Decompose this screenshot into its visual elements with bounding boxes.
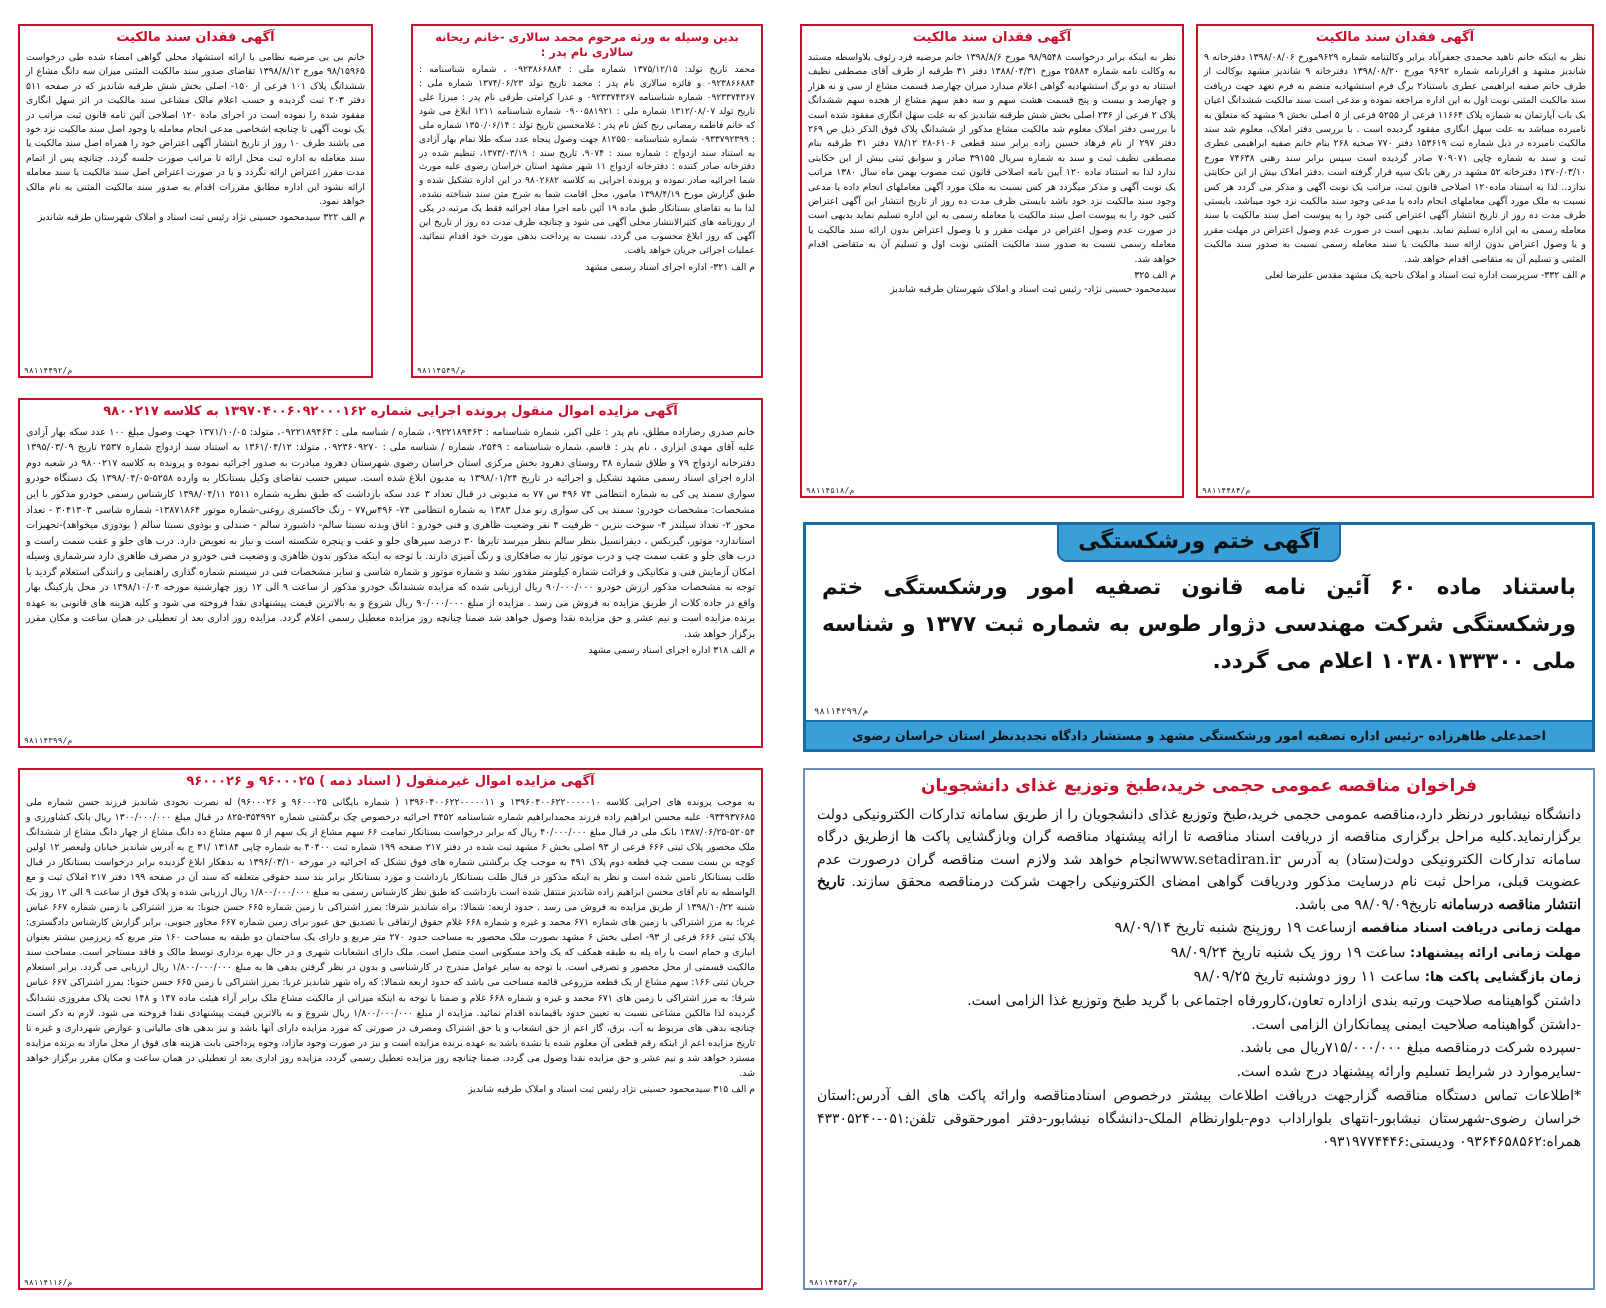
ad-footer: م الف ۳۲۱- اداره اجرای اسناد رسمی مشهد	[585, 262, 755, 273]
tender-row-label: مهلت زمانی ارائه پیشنهاد:	[1410, 945, 1581, 961]
bankruptcy-text: باستناد ماده ۶۰ آئین نامه قانون تصفیه امور ورشکستگی ختم ورشکستگی شرکت مهندسی دژوار طوس به شماره ثبت ۱۳۷۷ و شناسه ملی ۱۰۳۸۰۱۳۳۳۰۰ اعلام می گردد.	[822, 575, 1576, 674]
ad-body: محمد تاریخ تولد: ۱۳۷۵/۱۲/۱۵ شماره ملی : ۰۹۲۳۸۶۶۸۸۴ ، شماره شناسنامه : ۰۹۲۳۸۶۶۸۸۴ و فائزه سالاری نام پدر : محمد تاریخ تولد ۱۳۷۴/۰۶/۲۳ شماره ملی : ۰۹۲۳۳۷۴۳۶۷ شماره شناسنامه ۰۹۲۳۳۷۴۳۶۷ و عذرا کرامتی طرقی نام پدر : میرزا علی تاریخ تولد ۱۳۱۲/۰۸/۰۷ شماره ملی : ۰۹۰۰۵۸۱۹۲۱ شماره شناسنامه ۱۲۱۱ ابلاغ می شود که خانم فاطمه رمضانی رنج کش نام پدر : غلامحسین تاریخ تولد : ۱۳۵۰/۰۶/۱۴ شماره ملی : ۰۹۳۳۷۹۲۳۹۹ شماره شناسنامه ۸۱۲۵۵۰ جهت وصول پنجاه عدد سکه طلا تمام بهار آزادی به استناد سند ازدواج : شماره سند : ۹۰۷۴، تاریخ سند : ۱۳۷۳/۰۳/۱۹، تنظیم شده در دفترخانه صادر کننده : دفترخانه ازدواج ۱۱ شهر مشهد استان خراسان رضوی علیه مورث شما اجرائیه صادر نموده و پرونده اجرایی به کلاسه ۹۸۰۲۶۸۲ در این اداره تشکیل شده و طبق گزارش مورخ ۱۳۹۸/۴/۱۹ مامور، محل اقامت شما به شرح متن سند شناخته نشده، لذا بنا به تقاضای بستانکار طبق ماده ۱۹ آئین نامه اجرا مفاد اجرائیه فقط یک مرتبه در یکی از روزنامه های کثیرالانتشار محلی آگهی می شود و چنانچه ظرف مدت ده روز از تاریخ این آگهی که روز ابلاغ محسوب می گردد، نسبت به پرداخت بدهی مورث خود اقدام ننمائید، عملیات اجرائی جریان خواهد یافت.	[416, 64, 756, 257]
tender-requirement: -سپرده شرکت درمناقصه مبلغ ۷۱۵/۰۰۰/۰۰۰ریال می باشد.	[1240, 1040, 1581, 1057]
tender-title: فراخوان مناقصه عمومی حجمی خرید،طبخ وتوزیع غذای دانشجویان	[920, 776, 1478, 796]
ad-body: خانم بی بی مرضیه نظامی با ارائه استشهاد محلی گواهی امضاء شده طی درخواست ۹۸/۱۵۹۶۵ مورخ ۱۳۹۸/۸/۱۲ تقاضای صدور سند مالکیت المثنی میزان سه دانگ مشاع از ششدانگ پلاک ۱۰۱ فرعی از ۱۵۰- اصلی بخش شش طرقبه شاندیز که در صفحه ۵۱۱ دفتر ۲۰۳ ثبت گردیده و حسب اعلام مالک مشاعی سند مالکیت در اثر سهل انگاری مفقود شده را نموده است در اجرای ماده ۱۲۰ اصلاحی آئین نامه قانون ثبت مراتب در یک نوبت آگهی تا چنانچه اشخاصی مدعی انجام معامله یا وجود اصل سند مالکیت نزد خود می باشند ظرف ۱۰ روز از تاریخ انتشار آگهی اعتراض خود را همراه اصل سند مالکیت یا سند معامله به اداره ثبت محل ارائه تا مراتب صورت جلسه گردد. چنانچه پس از اتمام مدت مقرر اعتراض ارائه نگردد و یا در صورت اعتراض اصل سند مالکیت یا سند معامله ارائه نشود این اداره مطابق مقررات اقدام به صدور سند مالکیت المثنی به نام مالک خواهد نمود.	[23, 51, 366, 207]
ad-code: ۹۸۱۱۴۵۴۹/م	[417, 366, 466, 375]
tender-requirement: -سایرموارد در شرایط تسلیم وارائه پیشنهاد درج شده است.	[1236, 1064, 1581, 1081]
tender-requirement: -داشتن گواهینامه صلاحیت ایمنی پیمانکاران الزامی است.	[1251, 1016, 1581, 1033]
ad-body: نظر به اینکه خانم ناهید محمدی جعفرآباد برابر وکالتنامه شماره ۹۶۲۹مورخ ۱۳۹۸/۰۸/۰۶ دفترخانه ۹ شاندیز مشهد و اقرارنامه شماره ۹۶۹۲ مورخ ۱۳۹۸/۰۸/۲۰ دفترخانه ۹ شاندیز مشهد بوکالت از طرف خانم صفیه ابراهیمی عطری باستناد۲ برگ فرم استشهادیه منضم به فرم تعهد جهت دریافت سند مالکیت المثنی نوبت اول به این اداره مراجعه نموده و مدعی است سند مالکیت ششدانگ اعیان یک باب آپارتمان به شماره پلاک ۱۱۶۶۴ فرعی از ۵۲۵۵ فرعی از ۵ اصلی بخش ۹ مشهد که متعلق به نامبرده میباشد به علت سهل انگاری مفقود گردیده است . با بررسی دفتر املاک، معلوم شد سند مالکیت نامبرده در ذیل شماره ثبت ۱۵۳۶۱۹ دفتر ۷۷۰ صحیه ۲۶۸ بنام خانم صفیه ابراهیمی عطری ثبت و سند به شماره چاپی ۷۰۹۰۷۱ صادر گردیده است سپس برابر سند رهنی ۷۴۶۳۸ مورخ ۱۳۷۰/۰۳/۱۰ دفترخانه ۵۲ مشهد در رهن بانک سپه قرار گرفته است .دفتر املاک بیش از این حکایتی ندارد.. لذا به استناد ماده۱۲۰ اصلاحی قانون ثبت، مراتب یک نوبت آگهی و مذکر می گردد هر کس نسبت به ملک مورد آگهی معاملهای انجام داده یا مدعی وجود سند مالکیت نزد خود میباشد، بایستی ظرف مدت ده روز از تاریخ انتشار آگهی اعتراض کتبی خود را به پیوست اصل سند مالکیت یا سند معامله رسمی به این اداره تسلیم نماید. بدیهی است در صورت عدم وصول اعتراض در مهلت مقرر و یا وصول اعتراض بدون ارائه سند مالکیت یا سند معامله رسمی نسبت به صدور سند مالکیت المثنی و تسلیم آن به متقاضی اقدام خواهد شد.	[1201, 51, 1587, 265]
ad-footer: م الف ۳۲۲ سیدمحمود حسینی نژاد رئیس ثبت اسناد و املاک شهرستان طرقبه شاندیز	[37, 212, 365, 224]
tender-publish-value: تاریخ۹۸/۰۹/۰۹ می باشد.	[1294, 896, 1437, 913]
movable-auction-notice	[18, 398, 763, 748]
tender-row-label: مهلت زمانی دریافت اسناد مناقصه	[1361, 920, 1581, 936]
ad-body: به موجب پرونده های اجرایی کلاسه ۱۳۹۶۰۴۰۰۶۲۲۰۰۰۰۰۱۰ و ۱۳۹۶۰۴۰۰۶۲۲۰۰۰۰۰۱۱ ( شماره بایگانی ۹۶۰۰۰۲۵ و ۹۶۰۰۰۲۶) له نصرت نخودی شاندیز فرزند حسن شماره ملی ۰۹۳۴۹۳۷۶۸۵ علیه محسن ابراهیم زاده فرزند محمدابراهیم شماره شناسنامه ۴۴۵۲ اجرائیه درخصوص چک برگشتی شماره ۳۵۴۹۹۲-۸۲۵ در قبال مبلغ ۱۳۰۰/۰۰۰/۰۰۰ ریال بانک کشاورزی و ۵۲۰۵۴-۱۳۸۷/۰۶/۲۵ بانک ملی در قبال مبلغ ۴۰/۰۰۰/۰۰۰ ریال که برابر درخواست بستانکار تمامت ۶۶ سهم مشاع از یک سهم از ۵ سهم مشاع ده دانگ مشاع از چهار دانگ مشاع از ششدانگ ملک محصور پلاک ثبتی ۶۶۶ فرعی از ۹۳ اصلی بخش ۶ مشهد ثبت شده در دفتر ۲۱۷ صفحه ۱۹۹ شماره ثبت ۴۰۴۰۰ به شماره چاپی ۱۳۱۸۴ /۳۱ ج به آدرس شاندیز خیابان ولیعصر ۱۲ اولین کوچه بن بست سمت چپ قطعه دوم پلاک ۴۹۱ به موجب چک برگشتی شماره های فوق تشکل که اجرائیه در مورخه ۱۳۹۶/۰۳/۱۰ به بدهکار ابلاغ گردیده برابر درخواست بستانکار در قبال طلب بستانکار تامین شده است و نظر به اینکه مذکور در قبال طلب بستانکار بازداشت و مورد بستانکار برابر بند سند حقوقی متعلقه که سند آن در صفحه ۱۹۹ دفتر ۲۱۷ املاک ثبت و مع الواسطه به نام آقای محسن ابراهیم زاده شاندیز منتقل شده است بازداشت که طبق نظر کارشناس رسمی به مبلغ ۱/۸۰۰/۰۰۰/۰۰۰ ریال ارزیابی شده و پلاک فوق از ساعت ۹ الی ۱۲ روز یک شنبه ۱۳۹۸/۱۰/۲۲ از طریق مزایده به فروش می رسد . حدود اربعه: شمالا: براه شاندیز شرقا: بمرز اشتراکی با زمین شماره ۶۶۵ حسن جنوبا: به مرز اشتراکی با زمین شماره ۶۶۷ عباس غربا: به مرز اشتراکی با زمین های شماره ۶۷۱ محمد و غیره و شماره ۶۶۸ غلام حقوق ارتفاقی با تصدیق حق عبور برای زمین شماره ۶۶۷ مجاور جنوبی. برابر گزارش کارشناس دادگستری: پلاک ثبتی ۶۶۶ فرعی از ۹۳- اصلی بخش ۶ مشهد بصورت ملک محصور به مساحت حدود ۲۷۰ متر مربع و دارای یک ساختمان دو طبقه به مساحت ۱۶۰ متر مربع که زیرزمین بیشتر بعنوان انباری و حمام است با راه پله به طبقه همکف که یک واحد مسکونی است متصل است. ملک دارای انشعابات شهری و در حال بهره برداری توسط مالک و فاقد مستاجر است. مساحت سند مالکیت قسمتی از محل محصور و تصرفی است. با توجه به سایر عوامل مندرج در کارشناسی و بدون در نظر گرفتن بدهی ها به مبلغ ۱/۸۰۰/۰۰۰/۰۰۰ ریال ارزیابی می گردد. برابر استعلام جریان ثبتی ۱۶۶: سهم مشاع از یک قطعه مزروعی قائمه مساحت می باشد که حدود اربعه شمالا: که راه شهر شاندیز غربا: بمرز اشتراکی با زمین ۶۶۵ حسن جنوبا: بمرز اشتراکی ۶۶۷ عباس شرقا: به مرز اشتراکی با زمین های ۶۷۱ محمد و غیره و شماره ۶۶۸ غلام و ضمنا با توجه به اینکه میزانی از مالکیت مشاع ملک برابر آراء هیئت ماده ۱۴۷ و ۱۴۸ تحت پلاک مفروزی تشدانگ گردیده لذا مالکین مشاعی نسبت به تعیین حدود باقیمانده اقدام نمائید. مزایده از مبلغ ۱/۸۰۰/۰۰۰/۰۰۰ ریال شروع و به بالاترین قیمت پیشنهادی نقدا فروخته می شود. لازم به ذکر است چنانچه بدهی های مربوط به آب، برق، گاز اعم از حق انشعاب و یا حق اشتراک ومصرف در صورتی که مورد مزایده دارای آنها باشد و نیز بدهی های مالیاتی و عوارض شهرداری و غیره تا تاریخ مزایده اعم از اینکه رقم قطعی آن معلوم شده یا نشده باشد به عهده برنده مزایده است و نیز در صورت وجود مازاد، وجوه پرداختی بابت هزینه های فوق از محل مازاد به برنده مزایده مسترد خواهد شد و نیم عشر و حق مزایده نقدا وصول می گردد. ضمنا چنانچه روز مزایده تعطیل رسمی گردد، مزایده روز اداری بعد از تعطیلی در همان ساعت و مکان مقرر برگزار خواهد شد.	[23, 796, 756, 1079]
tender-row-value: ساعت ۱۹ روز یک شنبه تاریخ ۹۸/۰۹/۲۴	[1170, 944, 1406, 961]
heirs-notice	[411, 24, 763, 378]
tender-body	[817, 804, 1581, 916]
tender-row-value: ساعت ۱۱ روز دوشنبه تاریخ ۹۸/۰۹/۲۵	[1193, 969, 1421, 986]
ad-title: آگهی فقدان سند مالکیت	[912, 30, 1072, 45]
loss-deed-notice-1	[1196, 24, 1594, 498]
ad-footer: م الف ۳۱۸ اداره اجرای اسناد رسمی مشهد	[588, 645, 755, 657]
ad-code: ۹۸۱۱۴۴۹۲/م	[24, 366, 73, 375]
tender-contact: *اطلاعات تماس دستگاه مناقصه گزارجهت دریافت اطلاعات بیشتر درخصوص اسنادمناقصه وارائه پاکت های الف آدرس:استان خراسان رضوی-شهرستان نیشابور-انتهای بلواراداب دوم-بلوارنظام الملک-دانشگاه نیشابور-دفتر امورحقوقی تلفن:۰۵۱-۴۳۳۰۵۲۴۰ همراه:۰۹۳۶۴۶۵۸۵۶۲ ودیستی:۰۹۳۱۹۷۷۴۴۴۶	[817, 1088, 1581, 1151]
tender-schedule-row	[817, 916, 1581, 941]
ad-code: ۹۸۱۱۴۴۵۴/م	[809, 1278, 858, 1287]
bankruptcy-notice	[803, 522, 1595, 752]
tender-row-value: ازساعت ۱۹ روزپنج شنبه تاریخ ۹۸/۰۹/۱۴	[1114, 919, 1357, 936]
bankruptcy-banner: آگهی ختم ورشکستگی	[1057, 525, 1341, 562]
ad-title: آگهی فقدان سند مالکیت	[116, 30, 275, 45]
ad-footer: م الف ۳۲۵ سیدمحمود حسینی نژاد- رئیس ثبت اسناد و املاک شهرستان طرقبه شاندیز	[890, 269, 1176, 295]
ad-code: ۹۸۱۱۴۲۹۹/م	[814, 707, 869, 717]
tender-requirement: داشتن گواهینامه صلاحیت ورتبه بندی ازاداره تعاون،کارورفاه اجتماعی با گرید طبخ وتوزیع غذا الزامی است.	[967, 992, 1581, 1009]
ad-title: آگهی فقدان سند مالکیت	[1315, 30, 1475, 45]
tender-publish-label: تاریخ انتشار مناقصه درسامانه	[817, 874, 1581, 913]
ad-code: ۹۸۱۱۴۵۱۸/م	[806, 486, 855, 495]
ad-code: ۹۸۱۱۴۳۹۹/م	[24, 736, 73, 745]
tender-notice	[803, 768, 1595, 1290]
loss-deed-notice-2	[800, 24, 1184, 498]
ad-footer: م الف ۳۱۵ سیدمحمود حسینی نژاد رئیس ثبت اسناد و املاک طرقبه شاندیز	[468, 1083, 755, 1095]
tender-row-label: زمان بازگشایی پاکت ها:	[1424, 970, 1581, 986]
tender-body-text: دانشگاه نیشابور درنظر دارد،مناقصه عمومی حجمی خرید،طبخ وتوزیع غذای دانشجویان را از طریق سامانه تدارکات الکترونیکی دولت برگزارنماید.کلیه مراحل برگزاری مناقصه از دریافت اسناد مناقصه تا ارائه پیشنهاد مناقصه گران وبازگشایی پاکت ها ازطریق درگاه سامانه تدارکات الکترونیکی دولت(ستاد) به آدرس www.setadiran.irانجام خواهد شد ولازم است مناقصه گران درصورت عدم عضویت قبلی، مراحل ثبت نام درسایت مذکور ودریافت گواهی امضای الکترونیکی راجهت شرکت درمناقصه محقق سازند.	[817, 807, 1581, 891]
ad-title: آگهی مزایده اموال غیرمنقول ( اسناد ذمه ) ۹۶۰۰۰۲۵ و ۹۶۰۰۰۲۶	[186, 774, 595, 789]
loss-deed-notice-3	[18, 24, 373, 378]
ad-code: ۹۸۱۱۴۱۱۶/م	[24, 1278, 73, 1287]
ad-title: بدین وسیله به ورثه مرحوم محمد سالاری -خانم ریحانه سالاری نام پدر :	[435, 30, 739, 59]
ad-title: آگهی مزایده اموال منقول پرونده اجرایی شماره ۱۳۹۷۰۴۰۰۶۰۹۲۰۰۰۱۶۲ به کلاسه ۹۸۰۰۲۱۷	[103, 404, 678, 419]
ad-footer: م الف ۳۳۲- سرپرست اداره ثبت اسناد و املاک ناحیه یک مشهد مقدس علیرضا لعلی	[1265, 269, 1586, 281]
tender-schedule-row	[817, 941, 1581, 966]
immovable-auction-notice	[18, 768, 763, 1290]
tender-schedule-row	[817, 965, 1581, 990]
ad-code: ۹۸۱۱۴۴۸۴/م	[1202, 486, 1251, 495]
ad-body: خانم صدری رضازاده مطلق، نام پدر : علی اکبر، شماره شناسنامه : ۰۹۲۲۱۸۹۴۶۳، شماره / شناسه ملی : ۰۹۲۲۱۸۹۴۶۳، متولد: ۱۳۷۱/۱۰/۰۵ جهت وصول مبلغ ۱۰۰ عدد سکه بهار آزادی علیه آقای مهدی ابزاری ، نام پدر : قاسم، شماره شناسنامه : ۲۵۴۹، شماره / شناسه ملی : ۰۹۲۳۶۰۹۲۷۰، متولد: ۱۳۶۱/۰۴/۱۲ به استناد سند ازدواج شماره ۲۵۳۷ تاریخ ۱۳۹۵/۰۳/۰۹ دفترخانه ازدواج ۷۹ و طلاق شماره ۳۸ روستای دهرود بخش مرکزی استان خراسان رضوی شهرستان دهرود مبادرت به صدور اجرائیه نموده و پرونده به کلاسه ۹۸۰۰۲۱۷ در شعبه دوم اداره اجرای اسناد رسمی مشهد تشکیل و اجرائیه در تاریخ ۱۳۹۸/۰۱/۲۴ به مدیون ابلاغ شده است. سپس حسب تقاضای وکیل بستانکار به وارده ۵۲۵۸-۱۳۹۸/۰۴/۰۵ یک دستگاه خودرو سواری سمند پی کی به شماره انتظامی ۷۴ ۴۹۶ س ۷۷ به مدیونی در قبال تعداد ۳ عدد سکه بازداشت که طبق نظریه شماره ۲۵۱۱ ۱۳۹۸/۰۴/۱۱ کارشناس رسمی خودرو مذکور با این مشخصات: مشخصات خودرو: سمند پی کی سواری رنو مدل ۱۳۸۳ به شماره انتظامی ۷۴- ۴۹۶س۷۷ - رنگ خاکستری روغنی-شماره موتور ۱۳۸۷۱۸۶۴- شماره شاسی ۳۰۴۱۳۰۳ - تعداد محور ۲- تعداد سیلندر ۴- سوخت بنزین - ظرفیت ۴ نفر وضعیت ظاهری و فنی خودرو : اتاق وبدنه نسبتا سالم- داشبورد سالم - صندلی و بوذوی نسبتا سالم ( بودوزی میخواهد)-تجهیزات استاندارد- موتور، گیربکس ، دیفرانسیل بنظر سالم بنظر میرسد تایرها ۳۰ درصد سپرهای جلو و عقب و پنجره شکسته است و نیاز به تعویض دارد. درب های جلو و عقب سمت راست و درب های جلو و عقب سمت چپ و درب موتور نیاز به صافکاری و رنگ آمیزی دارند. با توجه به اینکه مذکور بدون ظاهری و وضعیت فنی خودرو در مصرف ظاهری دارد سرشماری وسیله امکان آزمایش فنی و مکانیکی و قرائت شماره کیلومتر مقدور نشد و شماره موتور و شماره شاسی و سایر مشخصات فنی در سیستم شماره گذاری راهنمایی و رانندگی استعلام گردید با توجه به مشخصات مذکور ارزش خودرو ۹۰/۰۰۰/۰۰۰ ریال ارزیابی شده که مزایده ششدانگ خودرو مذکور از ساعت ۹ الی ۱۲ روز چهارشنبه مورخه ۱۳۹۸/۱۰/۰۴ در محل پارکینگ بهار واقع در جاده کلات از طریق مزایده به فروش می رسد . مزایده از مبلغ ۹۰/۰۰۰/۰۰۰ ریال شروع و به بالاترین قیمت پیشنهادی نقدا فروخته می شود و کلیه هزینه های قانونی به عهده برنده مزایده است و نیم عشر و حق مزایده نقدا وصول خواهد شد ضمنا چنانچه روز مزایده معطیل رسمی اعلام گردد. مزایده روز اداری بعد از تعطیلی در همان ساعت و مکان مقرر برگزار خواهد شد.	[22, 426, 756, 640]
ad-body: نظر به اینکه برابر درخواست ۹۸/۹۵۴۸ مورخ ۱۳۹۸/۸/۶ خانم مرضیه فرد رئوف بلاواسطه مستند به وکالت نامه شماره ۲۵۸۸۴ مورخ ۱۳۸۸/۰۴/۳۱ دفتر ۳۱ طرقبه از طرف آقای مصطفی نظیف استناد به دو برگ استشهادیه گواهی اعلام میدارد میزان چهارصد قسمت مشاع از سی و نه هزار و چهارصد و بیست و پنج قسمت هشت سهم و سه دهم سهم مشاع از هجده سهم ششدانگ پلاک ۲ فرعی از ۲۳۶ اصلی بخش شش طرقبه شاندیز که به علت سهل انگاری مفقود شده است با بررسی دفتر املاک معلوم شد مالکیت مشاع مذکور از ششدانگ پلاک فوق الذکر ذیل ص ۲۶۹ دفتر ۲۹۷ از نام فرهاد حسین زاده برابر سند قطعی ۶۱۰۶-۲۸ ۷۸/۱۲ دفتر ۳۱ طرقبه بنام مصطفی نظیف ثبت و سند به شماره سریال ۳۹۱۵۵ صادر و سوابق ثبتی بیش از این حکایتی ندارد لذا به استناد ماده ۱۲۰ آیین نامه اصلاحی قانون ثبت مصوب بهمن ماه سال ۱۳۸۰ مراتب یک نوبت آگهی و مذکر میگردد هر کس نسبت به ملک مورد آگهی معاملهای انجام داده یا مدعی وجود سند مالکیت نزد خود باشد بایستی ظرف مدت ده روز از تاریخ انتشار این آگهی اعتراض کتبی خود را به پیوست اصل سند مالکیت یا معامله رسمی به این اداره تسلیم نماید بدیهی است در صورت عدم وصول اعتراض در مهلت مقرر و یا وصول اعتراض بدون ارائه سند مالکیت یا معامله رسمی نسبت به صدور سند مالکیت المثنی نوبت اول و تسلیم آن به متقاضی اقدام خواهد شد.	[805, 51, 1177, 265]
bankruptcy-signature: احمدعلی طاهرزاده -رئیس اداره تصفیه امور ورشکستگی مشهد و مستشار دادگاه تجدیدنظر استان خراسان رضوی	[806, 720, 1592, 749]
